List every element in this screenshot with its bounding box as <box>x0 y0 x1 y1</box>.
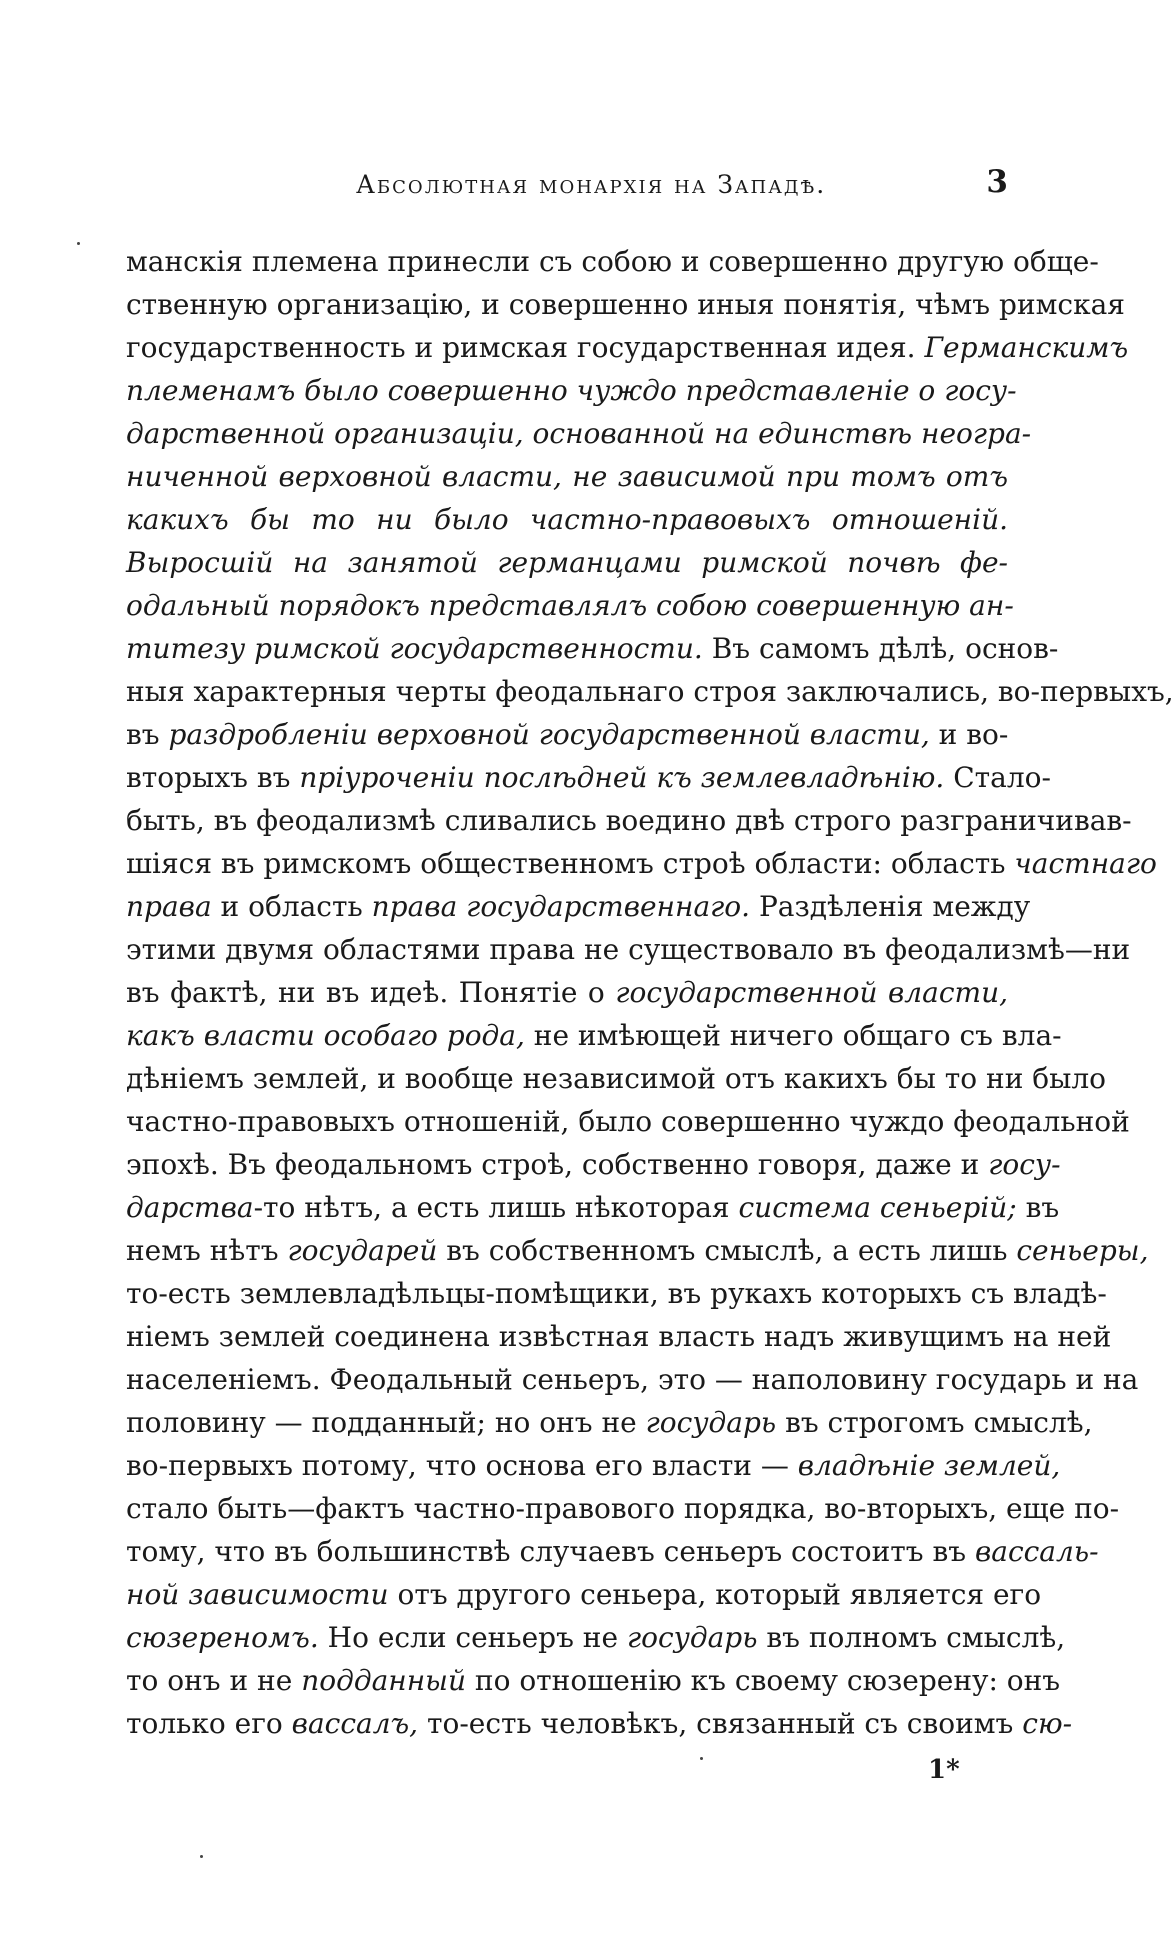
text-run: манскія племена принесли съ собою и совершенно другую обще- <box>126 245 1099 278</box>
text-run: частно-правовыхъ отношеній, было совершенно чуждо феодальной <box>126 1105 1130 1138</box>
italic-run: ной зависимости <box>126 1578 389 1611</box>
italic-run: владѣніе землей, <box>797 1449 1061 1482</box>
text-run: шіяся въ римскомъ общественномъ строѣ области: область <box>126 847 1015 880</box>
body-text <box>126 240 1174 1745</box>
text-line <box>126 326 1129 369</box>
italic-run: государь <box>645 1406 777 1439</box>
text-line <box>126 412 1032 455</box>
text-run: то онъ и не <box>126 1664 302 1697</box>
text-run: быть, въ феодализмѣ сливались воедино двѣ строго разграничивав- <box>126 804 1132 837</box>
text-line <box>126 240 1099 283</box>
text-run: этими двумя областями права не существовало въ феодализмѣ—ни <box>126 933 1131 966</box>
italic-run: права государственнаго. <box>371 890 751 923</box>
text-run: и область <box>211 890 372 923</box>
text-run: вторыхъ въ <box>126 761 300 794</box>
text-line <box>126 1100 1130 1143</box>
italic-run: Германскимъ <box>924 331 1129 364</box>
text-line <box>126 541 1008 584</box>
text-line <box>126 1014 1062 1057</box>
text-line <box>126 1487 1120 1530</box>
text-line <box>126 1573 1042 1616</box>
italic-run: раздробленіи верховной государственной власти, <box>168 718 930 751</box>
text-run: отъ другого сеньера, который является его <box>388 1578 1042 1611</box>
text-line <box>126 455 1008 498</box>
italic-run: система сеньерій; <box>738 1191 1017 1224</box>
italic-run: одальный порядокъ представлялъ собою совершенную ан- <box>126 589 1014 622</box>
text-line <box>126 498 1008 541</box>
italic-run: Выросшій на занятой германцами римской почвѣ фе- <box>126 546 1008 579</box>
italic-run: вассаль- <box>974 1535 1099 1568</box>
running-title: Абсолютная монархія на Западѣ. <box>356 170 827 199</box>
text-run: Въ самомъ дѣлѣ, основ- <box>702 632 1059 665</box>
text-run: немъ нѣтъ <box>126 1234 288 1267</box>
text-run: населеніемъ. Феодальный сеньеръ, это — наполовину государь и на <box>126 1363 1139 1396</box>
italic-run: племенамъ было совершенно чуждо представленіе о госу- <box>126 374 1017 407</box>
italic-run: подданный <box>301 1664 466 1697</box>
signature-mark: 1* <box>928 1755 960 1785</box>
italic-run: какихъ бы то ни было частно-правовыхъ отношеній. <box>126 503 1008 536</box>
text-run: ныя характерныя черты феодальнаго строя заключались, во-первыхъ, <box>126 675 1174 708</box>
text-run: дѣніемъ землей, и вообще независимой отъ какихъ бы то ни было <box>126 1062 1107 1095</box>
paper-speck <box>700 1757 703 1760</box>
italic-run: государственной власти, <box>615 976 1008 1009</box>
text-run: государственность и римская государственная идея. <box>126 331 925 364</box>
text-line <box>126 1186 1060 1229</box>
text-line <box>126 885 1031 928</box>
text-line <box>126 756 1051 799</box>
italic-run: сю- <box>1022 1707 1073 1740</box>
text-run: по отношенію къ своему сюзерену: онъ <box>466 1664 1061 1697</box>
text-run: половину — подданный; но онъ не <box>126 1406 646 1439</box>
text-line <box>126 1057 1107 1100</box>
text-line <box>126 1401 1093 1444</box>
text-line <box>126 1702 1073 1745</box>
italic-run: дарства <box>126 1191 254 1224</box>
text-line <box>126 670 1174 713</box>
text-line <box>126 627 1059 670</box>
text-line <box>126 283 1125 326</box>
text-run: Раздѣленія между <box>750 890 1031 923</box>
text-run: въ полномъ смыслѣ, <box>757 1621 1066 1654</box>
text-run: въ строгомъ смыслѣ, <box>776 1406 1093 1439</box>
italic-run: госу- <box>988 1148 1061 1181</box>
text-line <box>126 1358 1139 1401</box>
text-run: и во- <box>929 718 1009 751</box>
italic-run: сеньеры, <box>1016 1234 1149 1267</box>
text-run: то-есть землевладѣльцы-помѣщики, въ рукахъ которыхъ съ владѣ- <box>126 1277 1107 1310</box>
text-line <box>126 928 1131 971</box>
text-line <box>126 1229 1149 1272</box>
text-run: Но если сеньеръ не <box>318 1621 627 1654</box>
italic-run: государей <box>287 1234 438 1267</box>
italic-run: государь <box>626 1621 758 1654</box>
text-line <box>126 1444 1061 1487</box>
text-line <box>126 1315 1112 1358</box>
text-line <box>126 584 1014 627</box>
text-line <box>126 799 1132 842</box>
italic-run: сюзереномъ. <box>126 1621 319 1654</box>
text-run: тому, что въ большинствѣ случаевъ сеньеръ состоитъ въ <box>126 1535 975 1568</box>
text-run: то-есть человѣкъ, связанный съ своимъ <box>418 1707 1023 1740</box>
page-header <box>126 164 1008 210</box>
text-run: во-первыхъ потому, что основа его власти — <box>126 1449 798 1482</box>
text-run: въ фактѣ, ни въ идеѣ. Понятіе о <box>126 976 616 1009</box>
italic-run: ниченной верховной власти, не зависимой при томъ отъ <box>126 460 1008 493</box>
italic-run: вассалъ, <box>291 1707 419 1740</box>
italic-run: частнаго <box>1014 847 1157 880</box>
text-line <box>126 1272 1107 1315</box>
text-line <box>126 713 1008 756</box>
text-line <box>126 1143 1061 1186</box>
italic-run: титезу римской государственности. <box>126 632 703 665</box>
text-run: ніемъ землей соединена извѣстная власть надъ живущимъ на ней <box>126 1320 1112 1353</box>
text-run: въ <box>1016 1191 1060 1224</box>
text-line <box>126 1616 1066 1659</box>
text-run: не имѣющей ничего общаго съ вла- <box>524 1019 1062 1052</box>
italic-run: пріуроченіи послѣдней къ землевладѣнію. <box>299 761 945 794</box>
italic-run: права <box>126 890 212 923</box>
text-run: -то нѣтъ, а есть лишь нѣкоторая <box>253 1191 739 1224</box>
text-line <box>126 1530 1099 1573</box>
text-run: только его <box>126 1707 292 1740</box>
text-run: въ собственномъ смыслѣ, а есть лишь <box>437 1234 1017 1267</box>
paper-speck <box>77 242 80 245</box>
text-line <box>126 842 1157 885</box>
page-number: 3 <box>986 164 1008 200</box>
text-run: эпохѣ. Въ феодальномъ строѣ, собственно говоря, даже и <box>126 1148 989 1181</box>
text-run: ственную организацію, и совершенно иныя понятія, чѣмъ римская <box>126 288 1125 321</box>
italic-run: какъ власти особаго рода, <box>126 1019 525 1052</box>
text-line <box>126 971 1008 1014</box>
text-run: Стало- <box>944 761 1051 794</box>
paper-speck <box>200 1855 203 1858</box>
text-run: стало быть—фактъ частно-правового порядка, во-вторыхъ, еще по- <box>126 1492 1120 1525</box>
text-line <box>126 1659 1061 1702</box>
text-run: въ <box>126 718 169 751</box>
text-line <box>126 369 1017 412</box>
italic-run: дарственной организаціи, основанной на единствѣ неогра- <box>126 417 1032 450</box>
